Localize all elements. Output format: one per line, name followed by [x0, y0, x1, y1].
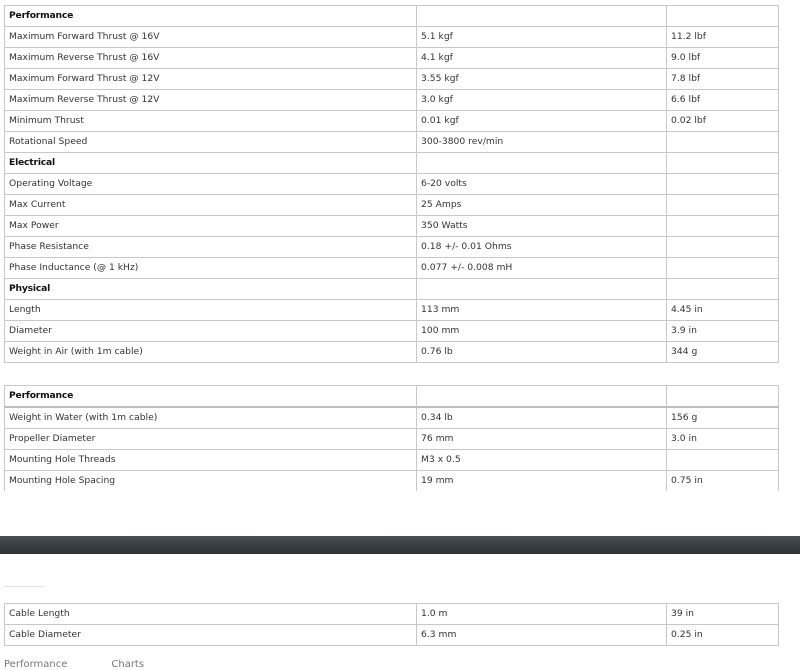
spec-label: Maximum Forward Thrust @ 12V	[5, 69, 417, 90]
table-row	[5, 90, 779, 111]
spec-imperial	[667, 174, 779, 195]
section-title: Performance	[5, 386, 417, 408]
spec-label: Minimum Thrust	[5, 111, 417, 132]
spec-metric: 1.0 m	[417, 604, 667, 625]
empty-cell	[417, 279, 667, 300]
empty-cell	[667, 6, 779, 27]
table-row	[5, 429, 779, 450]
spec-metric: 0.077 +/- 0.008 mH	[417, 258, 667, 279]
spec-imperial: 39 in	[667, 604, 779, 625]
spec-label: Cable Diameter	[5, 625, 417, 646]
table-row	[5, 48, 779, 69]
spec-imperial: 344 g	[667, 342, 779, 363]
spec-metric: 4.1 kgf	[417, 48, 667, 69]
empty-cell	[417, 386, 667, 408]
table-row	[5, 69, 779, 90]
spec-metric: 76 mm	[417, 429, 667, 450]
heading-word: Performance	[4, 659, 68, 670]
spec-label: Weight in Water (with 1m cable)	[5, 407, 417, 429]
table-row	[5, 604, 779, 625]
heading-word: Charts	[111, 659, 145, 670]
spec-label: Operating Voltage	[5, 174, 417, 195]
spec-label: Mounting Hole Spacing	[5, 471, 417, 492]
spec-imperial: 3.0 in	[667, 429, 779, 450]
spec-label: Maximum Reverse Thrust @ 12V	[5, 90, 417, 111]
spec-table-main	[4, 5, 779, 363]
section-title: Performance	[5, 6, 417, 27]
table-row	[5, 237, 779, 258]
table-row	[5, 300, 779, 321]
spec-label: Maximum Forward Thrust @ 16V	[5, 27, 417, 48]
spec-imperial: 3.9 in	[667, 321, 779, 342]
table-row	[5, 342, 779, 363]
spec-label: Mounting Hole Threads	[5, 450, 417, 471]
spec-imperial: 156 g	[667, 407, 779, 429]
spec-metric: 6.3 mm	[417, 625, 667, 646]
spec-metric: 5.1 kgf	[417, 27, 667, 48]
spec-metric: 350 Watts	[417, 216, 667, 237]
spec-imperial	[667, 258, 779, 279]
table-row	[5, 216, 779, 237]
spec-label: Cable Length	[5, 604, 417, 625]
spec-label: Rotational Speed	[5, 132, 417, 153]
table-row	[5, 258, 779, 279]
table-row	[5, 132, 779, 153]
spec-label: Diameter	[5, 321, 417, 342]
section-header-physical	[5, 279, 779, 300]
next-heading-partial	[4, 659, 188, 670]
spec-label: Length	[5, 300, 417, 321]
spec-imperial	[667, 450, 779, 471]
spec-imperial	[667, 132, 779, 153]
spec-metric: 100 mm	[417, 321, 667, 342]
section-header-electrical	[5, 153, 779, 174]
spec-label: Max Current	[5, 195, 417, 216]
spec-table-continued	[4, 385, 779, 491]
section-title: Physical	[5, 279, 417, 300]
spec-imperial: 6.6 lbf	[667, 90, 779, 111]
spec-imperial: 0.75 in	[667, 471, 779, 492]
spec-metric: 113 mm	[417, 300, 667, 321]
spec-label: Weight in Air (with 1m cable)	[5, 342, 417, 363]
table-row	[5, 174, 779, 195]
spec-metric: 0.76 lb	[417, 342, 667, 363]
spec-metric: 6-20 volts	[417, 174, 667, 195]
spec-imperial	[667, 216, 779, 237]
spec-label: Phase Inductance (@ 1 kHz)	[5, 258, 417, 279]
spec-label: Phase Resistance	[5, 237, 417, 258]
spec-metric: 3.0 kgf	[417, 90, 667, 111]
spec-metric: 3.55 kgf	[417, 69, 667, 90]
empty-cell	[417, 6, 667, 27]
spec-metric: M3 x 0.5	[417, 450, 667, 471]
spec-imperial: 0.02 lbf	[667, 111, 779, 132]
empty-cell	[667, 153, 779, 174]
section-header-performance	[5, 386, 779, 408]
spec-metric: 19 mm	[417, 471, 667, 492]
spec-imperial: 7.8 lbf	[667, 69, 779, 90]
table-row	[5, 625, 779, 646]
spec-imperial: 4.45 in	[667, 300, 779, 321]
spec-label: Maximum Reverse Thrust @ 16V	[5, 48, 417, 69]
section-title: Electrical	[5, 153, 417, 174]
spec-imperial: 11.2 lbf	[667, 27, 779, 48]
empty-cell	[667, 386, 779, 408]
section-header-performance	[5, 6, 779, 27]
table-row	[5, 111, 779, 132]
table-row	[5, 195, 779, 216]
table-row	[5, 27, 779, 48]
table-row	[5, 450, 779, 471]
spec-label: Propeller Diameter	[5, 429, 417, 450]
spec-imperial	[667, 237, 779, 258]
spec-imperial: 9.0 lbf	[667, 48, 779, 69]
spec-metric: 300-3800 rev/min	[417, 132, 667, 153]
table-row	[5, 321, 779, 342]
empty-cell	[417, 153, 667, 174]
table-row	[5, 471, 779, 492]
page-divider-bar	[0, 536, 800, 554]
table-row	[5, 407, 779, 429]
empty-cell	[667, 279, 779, 300]
spec-metric: 25 Amps	[417, 195, 667, 216]
spec-metric: 0.18 +/- 0.01 Ohms	[417, 237, 667, 258]
divider-line	[4, 586, 45, 587]
spec-label: Max Power	[5, 216, 417, 237]
spec-table-cable	[4, 603, 779, 646]
spec-metric: 0.01 kgf	[417, 111, 667, 132]
spec-imperial	[667, 195, 779, 216]
spec-imperial: 0.25 in	[667, 625, 779, 646]
spec-metric: 0.34 lb	[417, 407, 667, 429]
